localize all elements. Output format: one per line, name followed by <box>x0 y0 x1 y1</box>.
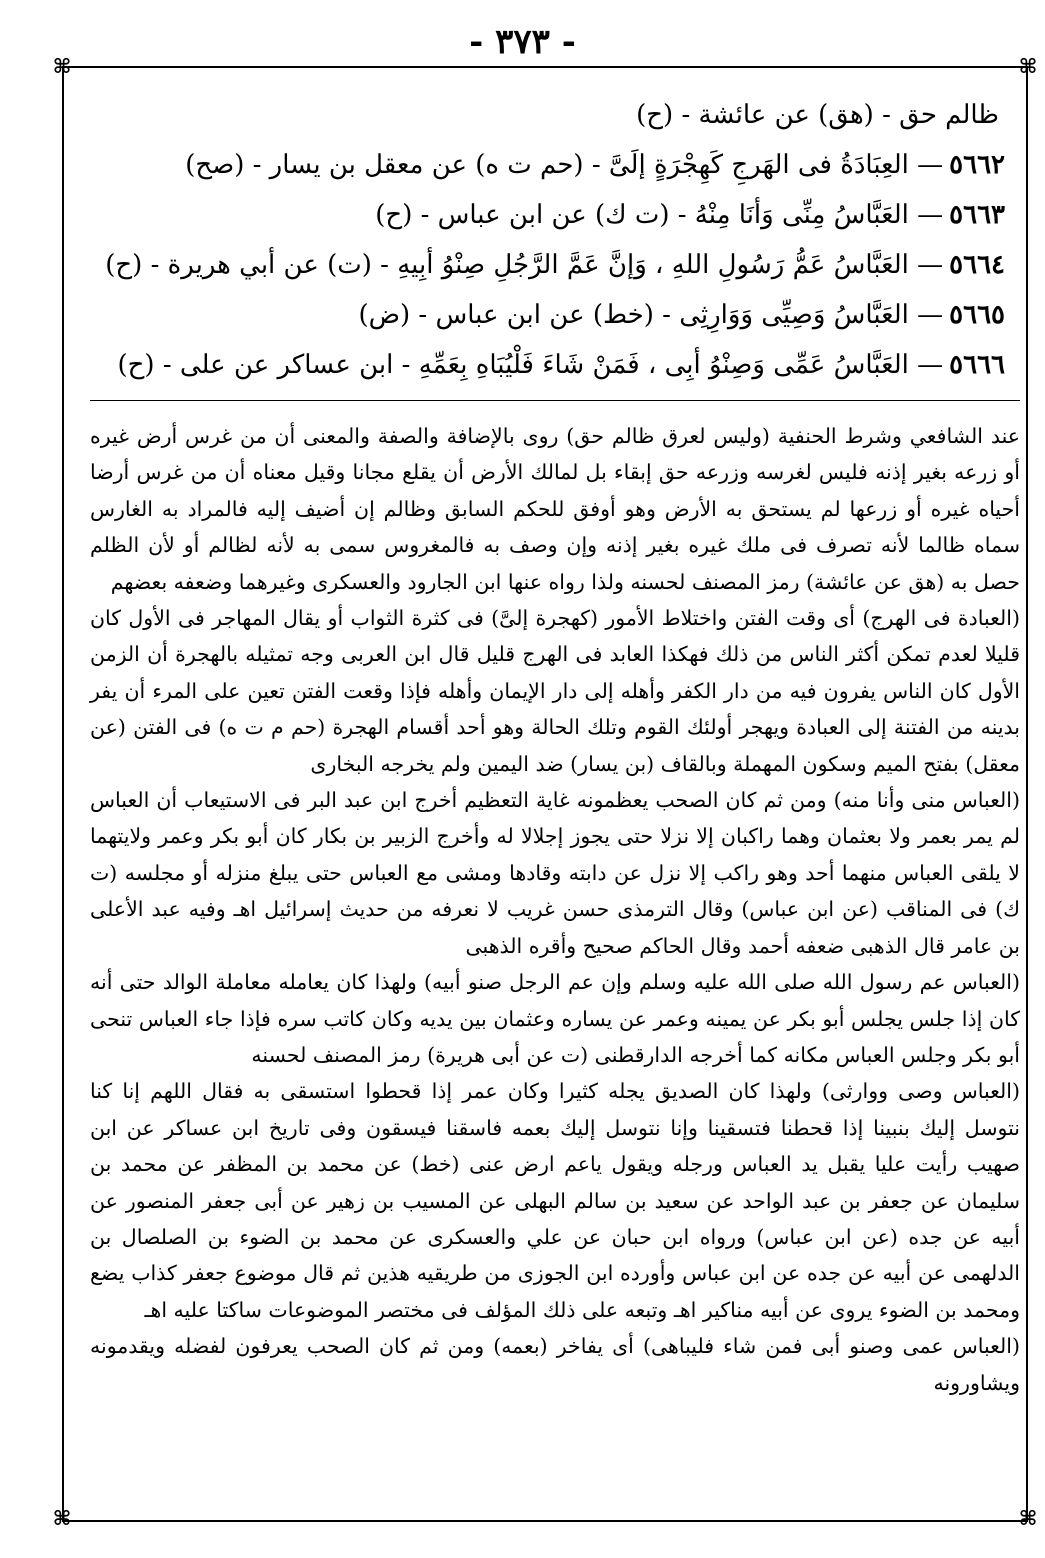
commentary-paragraph: (العباس وصى ووارثى) ولهذا كان الصديق يجله كثيرا وكان عمر إذا قحطوا استسقى به فقال اللهم إنا كنا نتوسل إليك بنبينا إذا قحطنا فتسقينا وإنا نتوسل إليك بعمه فاسقنا فيسقون وفى تاريخ ابن عساكر عن ابن صهيب رأيت عليا يقبل يد العباس ورجله ويقول ياعم ارض عنى (خط) عن محمد بن المظفر عن محمد بن سليمان عن جعفر بن عبد الواحد عن سعيد بن سالم البهلى عن المسيب بن زهير عن أبى جعفر المنصور عن أبيه عن جده (عن ابن عباس) ورواه ابن حبان عن علي والعسكرى عن محمد بن الضوء بن الصلصال بن الدلهمى عن أبيه عن جده عن ابن عباس وأورده ابن الجوزى من طريقيه هذين ثم قال موضوع جعفر كذاب يضع ومحمد بن الضوء يروى عن أبيه مناكير اهـ وتبعه على ذلك المؤلف فى مختصر الموضوعات ساكتا عليه اهـ <box>90 1079 1020 1322</box>
commentary-paragraph: عند الشافعي وشرط الحنفية (وليس لعرق ظالم حق) روى بالإضافة والصفة والمعنى أن من غرس أرض غيره أو زرعه بغير إذنه فليس لغرسه وزرعه حق إبقاء بل لمالك الأرض أن يقلع مجانا وقيل معناه أن من غرس أرضا أحياه غيره أو زرعها لم يستحق به الأرض وهو أوفق للحكم السابق وظالم إن أضيف إليه فالمراد به الغارس سماه ظالما لأنه تصرف فى ملك غيره بغير إذنه وإن وصف به فالمغروس سمى به لأنه لظالم أو لأن الظلم حصل به (هق عن عائشة) رمز المصنف لحسنه ولذا رواه عنها ابن الجارود والعسكرى وغيرهما وضعفه بعضهم <box>90 424 1020 594</box>
hadith-line <box>90 240 1005 290</box>
frame-right-rule <box>1026 68 1028 1520</box>
hadith-text: — العَبَّاسُ عَمُّ رَسُولِ اللهِ ، وَإنَّ عَمَّ الرَّجُلِ صِنْوُ أبِيهِ - (ت) عن أبي هريرة - (ح) <box>105 250 944 280</box>
hadith-number: ٥٦٦٢ <box>949 150 1005 180</box>
hadith-number: ٥٦٦٦ <box>949 350 1005 380</box>
hadith-text: ظالم حق - (هق) عن عائشة - (ح) <box>636 100 999 130</box>
hadith-line <box>90 290 1005 340</box>
hadith-text: — العَبَّاسُ وَصِيِّى وَوَارِثِى - (خط) عن ابن عباس - (ض) <box>358 300 944 330</box>
commentary-paragraph: (العباس عمى وصنو أبى فمن شاء فليباهى) أى يفاخر (بعمه) ومن ثم كان الصحب يعرفون لفضله ويقدمونه ويشاورونه <box>90 1334 1020 1395</box>
corner-ornament-icon: ⌘ <box>1018 54 1038 78</box>
hadith-line <box>90 140 1005 190</box>
commentary-paragraph: (العباس منى وأنا منه) ومن ثم كان الصحب يعظمونه غاية التعظيم أخرج ابن عبد البر فى الاستيعاب أن العباس لم يمر بعمر ولا بعثمان وهما راكبان إلا نزلا حتى يجوز إجلالا له وأخرج الزبير بن بكار كان أبو بكر وعمر ولايتهما لا يلقى العباس منهما أحد وهو راكب إلا نزل عن دابته وقادها ومشى مع العباس حتى يبلغ منزله أو مجلسه (ت ك) فى المناقب (عن ابن عباس) وقال الترمذى حسن غريب لا نعرفه من حديث إسرائيل اهـ وفيه عبد الأعلى بن عامر قال الذهبى ضعفه أحمد وقال الحاكم صحيح وأقره الذهبى <box>90 788 1020 958</box>
hadith-line <box>90 340 1005 390</box>
corner-ornament-icon: ⌘ <box>52 54 72 78</box>
frame-left-rule <box>62 68 64 1520</box>
section-divider <box>90 400 1020 401</box>
corner-ornament-icon: ⌘ <box>52 1506 72 1530</box>
commentary <box>90 418 1020 1401</box>
hadith-line <box>90 190 1005 240</box>
hadith-number: ٥٦٦٤ <box>949 250 1005 280</box>
page-number: - ٣٧٣ - <box>469 22 576 62</box>
commentary-paragraph: (العبادة فى الهرج) أى وقت الفتن واختلاط الأمور (كهجرة إلىَّ) فى كثرة الثواب أو يقال المهاجر فى الأول كان قليلا لعدم تمكن أكثر الناس من ذلك فهكذا العابد فى الهرج قليل قال ابن العربى وجه تمثيله بالهجرة أن الزمن الأول كان الناس يفرون فيه من دار الكفر وأهله إلى دار الإيمان وأهله فإذا وقعت الفتن تعين على المرء أن يفر بدينه من الفتنة إلى العبادة ويهجر أولئك القوم وتلك الحالة وهو أحد أقسام الهجرة (حم م ت ه) فى الفتن (عن معقل) بفتح الميم وسكون المهملة وبالقاف (بن يسار) ضد اليمين ولم يخرجه البخارى <box>90 606 1020 776</box>
hadith-number: ٥٦٦٣ <box>949 200 1005 230</box>
corner-ornament-icon: ⌘ <box>1018 1506 1038 1530</box>
hadith-text: — العَبَّاسُ عَمِّى وَصِنْوُ أبِى ، فَمَنْ شَاءَ فَلْيُبَاهِ بِعَمِّهِ - ابن عساكر عن على - (ح) <box>117 350 944 380</box>
commentary-paragraph: (العباس عم رسول الله صلى الله عليه وسلم وإن عم الرجل صنو أبيه) ولهذا كان يعامله معاملة الوالد حتى أنه كان إذا جلس يجلس أبو بكر عن يمينه وعمر عن يساره وعثمان بين يديه وكان كاتب سره فإذا جاء العباس تنحى أبو بكر وجلس العباس مكانه كما أخرجه الدارقطنى (ت عن أبى هريرة) رمز المصنف لحسنه <box>90 970 1020 1067</box>
hadith-line <box>90 90 1005 140</box>
hadith-list <box>90 90 1005 390</box>
hadith-text: — العَبَّاسُ مِنِّى وَأنَا مِنْهُ - (ت ك) عن ابن عباس - (ح) <box>375 200 944 230</box>
hadith-text: — العِبَادَةُ فى الهَرجِ كَهِجْرَةٍ إلَىَّ - (حم ت ه) عن معقل بن يسار - (صح) <box>185 150 944 180</box>
hadith-number: ٥٦٦٥ <box>949 300 1005 330</box>
